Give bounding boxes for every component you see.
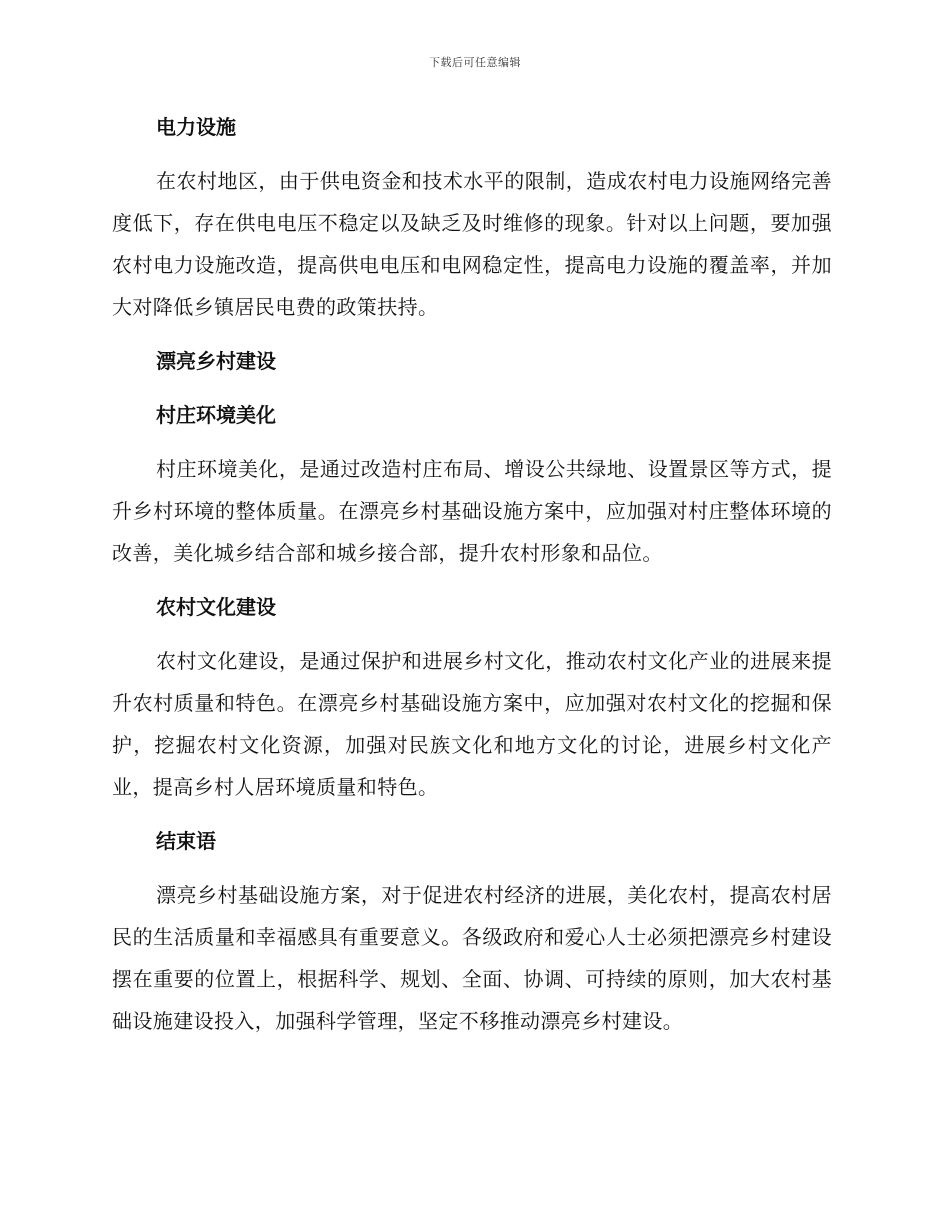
paragraph-electric-power: 在农村地区，由于供电资金和技术水平的限制，造成农村电力设施网络完善度低下，存在供电电压不稳定以及缺乏及时维修的现象。针对以上问题，要加强农村电力设施改造，提高供电电压和电网稳定性，提高电力设施的覆盖率，并加大对降低乡镇居民电费的政策扶持。 bbox=[112, 169, 832, 319]
document-body bbox=[112, 106, 832, 1054]
heading-beautiful-village: 漂亮乡村建设 bbox=[156, 349, 276, 373]
paragraph-conclusion: 漂亮乡村基础设施方案，对于促进农村经济的进展，美化农村，提高农村居民的生活质量和幸福感具有重要意义。各级政府和爱心人士必须把漂亮乡村建设摆在重要的位置上，根据科学、规划、全面、协调、可持续的原则，加大农村基础设施建设投入，加强科学管理，坚定不移推动漂亮乡村建设。 bbox=[112, 883, 832, 1033]
heading-electric-power: 电力设施 bbox=[156, 115, 236, 139]
heading-rural-culture: 农村文化建设 bbox=[156, 595, 276, 619]
heading-village-environment: 村庄环境美化 bbox=[156, 403, 276, 427]
page-header: 下载后可任意编辑 bbox=[429, 56, 521, 69]
paragraph-village-environment: 村庄环境美化，是通过改造村庄布局、增设公共绿地、设置景区等方式，提升乡村环境的整体质量。在漂亮乡村基础设施方案中，应加强对村庄整体环境的改善，美化城乡结合部和城乡接合部，提升农村形象和品位。 bbox=[112, 457, 832, 565]
paragraph-rural-culture: 农村文化建设，是通过保护和进展乡村文化，推动农村文化产业的进展来提升农村质量和特色。在漂亮乡村基础设施方案中，应加强对农村文化的挖掘和保护，挖掘农村文化资源，加强对民族文化和地方文化的讨论，进展乡村文化产业，提高乡村人居环境质量和特色。 bbox=[112, 649, 832, 799]
heading-conclusion: 结束语 bbox=[156, 829, 216, 853]
